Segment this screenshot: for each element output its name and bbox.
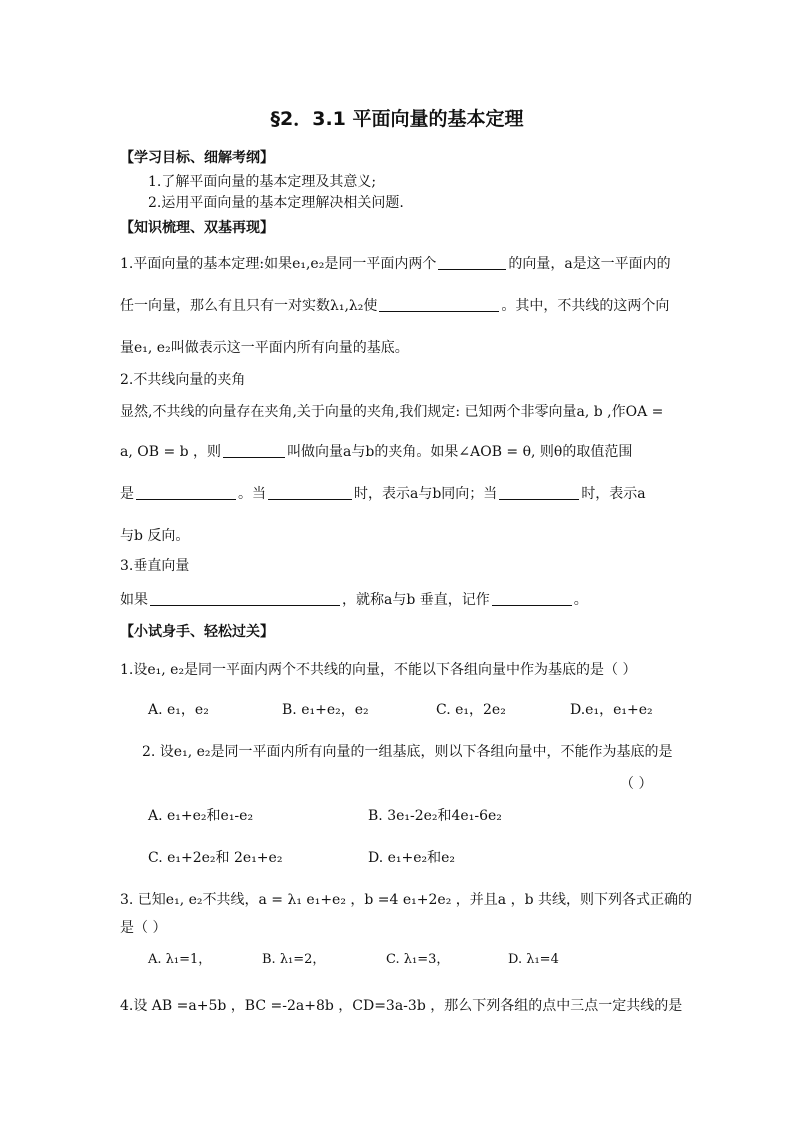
angle-text-b2: 叫做向量a与b的夹角。如果∠AOB = θ, 则θ的取值范围 [287, 444, 633, 460]
theorem-text-b: 的向量，a是这一平面内的 [508, 256, 671, 272]
angle-text-c4: 时，表示a [581, 486, 646, 502]
theorem-line-3: 量e₁, e₂叫做表示这一平面内所有向量的基底。 [120, 340, 409, 356]
angle-text-c2: 。当 [238, 486, 266, 502]
goal-item-1: 1.了解平面向量的基本定理及其意义; [148, 174, 377, 190]
perp-text-c: 。 [573, 592, 588, 608]
theorem-line-1 [120, 254, 671, 274]
q2-answer-paren[interactable]: （ ） [620, 776, 653, 792]
q3-stem-line-1: 3. 已知e₁, e₂不共线，a = λ₁ e₁+e₂ ，b =4 e₁+2e₂ ，并且a ，b 共线，则下列各式正确的 [120, 892, 692, 908]
q1-option-b[interactable]: B. e₁+e₂，e₂ [282, 702, 369, 718]
angle-line-2 [120, 442, 632, 462]
practice-heading: 【小试身手、轻松过关】 [120, 624, 274, 640]
theorem-text-a: 1.平面向量的基本定理:如果e₁,e₂是同一平面内两个 [120, 256, 437, 272]
q2-option-a[interactable]: A. e₁+e₂和e₁-e₂ [148, 808, 254, 824]
angle-text-b1: a, OB = b ，则 [120, 444, 222, 460]
q2-option-c[interactable]: C. e₁+2e₂和 2e₁+e₂ [148, 850, 283, 866]
perpendicular-line [120, 590, 588, 610]
q1-option-a[interactable]: A. e₁，e₂ [148, 702, 209, 718]
goal-item-2: 2.运用平面向量的基本定理解决相关问题. [148, 195, 404, 211]
q3-option-a[interactable]: A. λ₁=1， [148, 952, 212, 967]
q1-option-d[interactable]: D.e₁，e₁+e₂ [570, 702, 653, 718]
angle-text-c1: 是 [120, 486, 134, 502]
blank-same-direction[interactable] [268, 485, 352, 500]
theorem-text-d: 。其中，不共线的这两个向 [501, 298, 670, 314]
theorem-line-2 [120, 296, 669, 316]
q3-stem-line-2: 是（ ） [120, 920, 167, 936]
q2-option-b[interactable]: B. 3e₁-2e₂和4e₁-6e₂ [368, 808, 502, 824]
angle-text-c3: 时，表示a与b同向；当 [354, 486, 498, 502]
q3-option-c[interactable]: C. λ₁=3， [386, 952, 450, 967]
goals-heading: 【学习目标、细解考纲】 [120, 150, 274, 166]
blank-perp-notation[interactable] [492, 591, 572, 606]
q1-stem: 1.设e₁, e₂是同一平面内两个不共线的向量，不能以下各组向量中作为基底的是（ ） [120, 662, 637, 678]
angle-title: 2.不共线向量的夹角 [120, 372, 246, 388]
angle-line-4: 与b 反向。 [120, 528, 190, 544]
angle-line-3 [120, 484, 646, 504]
blank-opposite-direction[interactable] [499, 485, 579, 500]
blank-angle-range[interactable] [136, 485, 236, 500]
q3-option-d[interactable]: D. λ₁=4 [508, 952, 559, 967]
q1-option-c[interactable]: C. e₁，2e₂ [436, 702, 506, 718]
q3-option-b[interactable]: B. λ₁=2， [262, 952, 326, 967]
blank-angle[interactable] [223, 443, 285, 458]
q2-stem: 2. 设e₁, e₂是同一平面内所有向量的一组基底，则以下各组向量中，不能作为基底的是 [142, 744, 673, 760]
blank-decomposition[interactable] [379, 297, 499, 312]
q2-option-d[interactable]: D. e₁+e₂和e₂ [368, 850, 456, 866]
perpendicular-title: 3.垂直向量 [120, 558, 190, 574]
page-title: §2．3.1 平面向量的基本定理 [270, 108, 524, 130]
perp-text-b: ，就称a与b 垂直，记作 [342, 592, 490, 608]
blank-perp-condition[interactable] [150, 591, 340, 606]
knowledge-heading: 【知识梳理、双基再现】 [120, 220, 274, 236]
blank-noncollinear[interactable] [438, 255, 506, 270]
angle-line-1: 显然,不共线的向量存在夹角,关于向量的夹角,我们规定: 已知两个非零向量a, b ,作OA = [120, 404, 664, 420]
theorem-text-c: 任一向量，那么有且只有一对实数λ₁,λ₂使 [120, 298, 378, 314]
perp-text-a: 如果 [120, 592, 148, 608]
q4-stem: 4.设 AB =a+5b ，BC =-2a+8b ，CD=3a-3b ，那么下列各组的点中三点一定共线的是 [120, 998, 683, 1014]
